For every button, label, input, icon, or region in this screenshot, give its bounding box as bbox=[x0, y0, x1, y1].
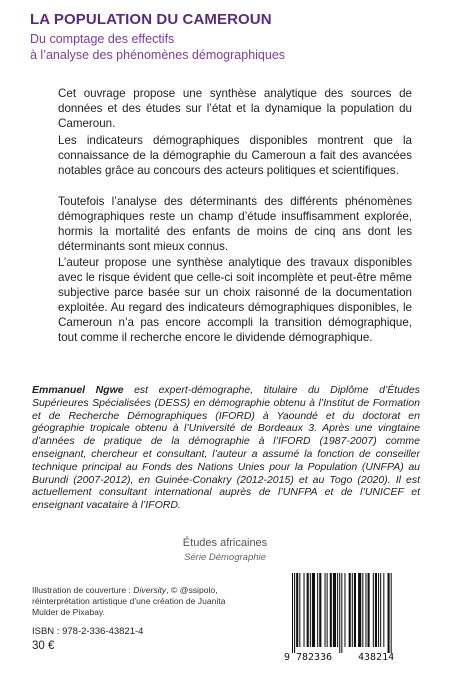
barcode-bar bbox=[341, 573, 342, 653]
summary-paragraph-3: Toutefois l’analyse des déterminants des différents phénomènes démographiques reste un champ d’étude insuffisamment explorée, hormis la mortalité des enfants de moins de cinq ans dont les déterminants sont mieux connus. bbox=[58, 195, 412, 254]
barcode-bar bbox=[337, 573, 338, 647]
barcode-bar bbox=[319, 573, 321, 647]
barcode-bar bbox=[354, 573, 356, 647]
barcode-bar bbox=[368, 573, 370, 647]
barcode-bar bbox=[349, 573, 351, 647]
credits-work-title: Diversity bbox=[133, 585, 167, 595]
barcode-bar bbox=[292, 573, 293, 653]
barcode-bar bbox=[294, 573, 295, 653]
series-block bbox=[0, 537, 450, 563]
barcode-bar bbox=[299, 573, 300, 647]
barcode-bar bbox=[388, 573, 390, 653]
barcode-bar bbox=[365, 573, 366, 647]
barcode-digit-lead: 9 bbox=[284, 652, 291, 663]
isbn: ISBN : 978-2-336-43821-4 bbox=[32, 626, 144, 637]
barcode-bars bbox=[292, 573, 392, 653]
barcode-bar bbox=[378, 573, 379, 647]
barcode-bar bbox=[310, 573, 311, 647]
barcode-bar bbox=[304, 573, 305, 647]
barcode-digits-left: 782336 bbox=[296, 652, 333, 663]
subtitle-line-2: à l’analyse des phénomènes démographiques bbox=[30, 48, 286, 62]
barcode-bar bbox=[380, 573, 381, 647]
barcode-bar bbox=[391, 573, 392, 653]
barcode-bar bbox=[296, 573, 298, 647]
barcode-bar bbox=[375, 573, 377, 647]
author-bio-text: est expert-démographe, titulaire du Diplôme d’Études Supérieures Spécialisées (DESS) en démographie obtenu à l’Institut de Formation et de Recherche Démographiques (IFORD) à Yaoundé et du doctorat en géographie tropicale obtenu à l’Université de Bordeaux 3. Après une vingtaine d’années de pratique de la démographie à l’IFORD (1987-2007) comme enseignant, chercheur et consultant, l’auteur a assumé la fonction de conseiller technique principal au Fonds des Nations Unies pour la Population (UNFPA) au Burundi (2007-2012), en Guinée-Conakry (2012-2015) et au Togo (2020). Il est actuellement consultant international auprès de l’UNFPA et de l’UNICEF et enseignant vacataire à l’IFORD. bbox=[32, 384, 420, 512]
barcode-bar bbox=[358, 573, 361, 647]
barcode-bar bbox=[352, 573, 353, 647]
subtitle-line-1: Du comptage des effectifs bbox=[30, 32, 175, 46]
barcode-bar bbox=[373, 573, 374, 647]
summary-paragraph-1: Cet ouvrage propose une synthèse analytique des sources de données et des études sur l’état et la dynamique la population du Cameroun. bbox=[58, 87, 412, 131]
barcode-bar bbox=[383, 573, 384, 647]
barcode bbox=[282, 571, 424, 664]
price: 30 € bbox=[32, 640, 55, 652]
barcode-bar bbox=[327, 573, 328, 647]
barcode-bar bbox=[339, 573, 340, 653]
series-name: Études africaines bbox=[182, 537, 268, 549]
series-subseries: Série Démographie bbox=[184, 552, 266, 563]
barcode-bar bbox=[344, 573, 345, 647]
summary-paragraph-2: Les indicateurs démographiques disponibles montrent que la connaissance de la démographie du Cameroun a fait des avancées notables grâce au concours des acteurs politiques et scientifiques. bbox=[58, 134, 412, 178]
barcode-bar bbox=[325, 573, 326, 647]
book-title: LA POPULATION DU CAMEROUN bbox=[30, 11, 272, 28]
barcode-bar bbox=[317, 573, 318, 647]
credits-suffix: , © @ssipolo, réinterprétation artistique d’une création de Juanita Mulder de Pixabay. bbox=[32, 585, 226, 617]
barcode-bar bbox=[330, 573, 332, 647]
barcode-bar bbox=[362, 573, 363, 647]
barcode-bar bbox=[312, 573, 315, 647]
summary-paragraph-4: L’auteur propose une synthèse analytique des travaux disponibles avec le risque évident que celle-ci soit incomplète et peut-être même subjective parce basée sur un choix raisonné de la documentation exploitée. Au regard des indicateurs démographiques disponibles, le Cameroun n’a pas encore accompli la transition démographique, tout comme il recherche encore le dividende démographique. bbox=[58, 256, 412, 345]
author-bio bbox=[32, 384, 420, 512]
barcode-bar bbox=[307, 573, 309, 647]
cover-credits bbox=[32, 585, 247, 618]
book-subtitle bbox=[30, 31, 285, 63]
credits-prefix: Illustration de couverture : bbox=[32, 585, 134, 595]
author-name: Emmanuel Ngwe bbox=[32, 384, 124, 396]
barcode-bar bbox=[333, 573, 336, 647]
barcode-digits-right: 438214 bbox=[358, 652, 395, 663]
